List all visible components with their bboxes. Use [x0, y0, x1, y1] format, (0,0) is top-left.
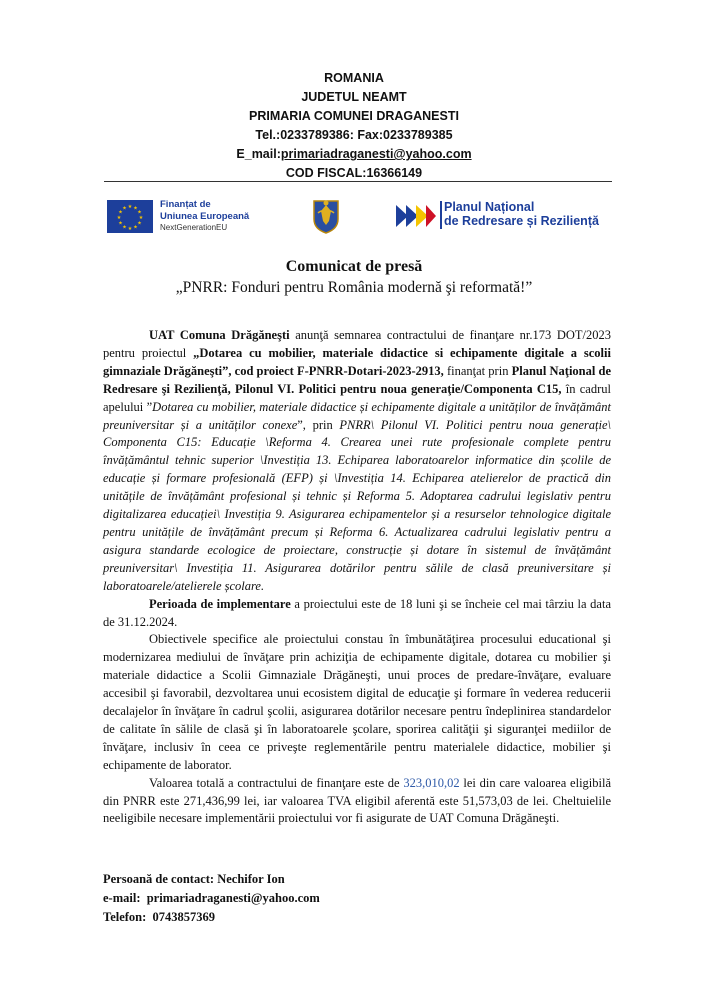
svg-text:★: ★	[118, 220, 123, 227]
header-email-line	[0, 145, 708, 164]
pnrr-line2: de Redresare și Reziliență	[444, 214, 599, 228]
header-phone-fax: Tel.:0233789386: Fax:0233789385	[255, 128, 453, 142]
p1-uat: UAT Comuna Drăgăneşti	[149, 328, 290, 342]
contact-email	[103, 889, 320, 908]
svg-text:★: ★	[137, 209, 142, 216]
svg-text:★: ★	[116, 215, 122, 221]
contact-email-label: e-mail:	[103, 891, 141, 905]
svg-text:★: ★	[122, 205, 127, 212]
svg-text:★: ★	[118, 209, 123, 216]
letterhead	[0, 69, 708, 183]
contact-block	[103, 870, 320, 927]
press-release-title: Comunicat de presă	[285, 258, 423, 275]
p2-text: a proiectului este de 18 luni şi se încheie cel mai târziu la data de 31.12.2024.	[103, 596, 612, 629]
eu-stars-icon	[107, 200, 153, 233]
p4-text2: lei din care valoarea eligibilă din PNRR este 271,436,99 lei, iar valoarea TVA eligibil aferentă este 51,573,03 de lei. Cheltuielile neeligibile necesare implementării proiectului vor fi asigurate de UAT Comuna Drăgăneşti.	[103, 775, 612, 826]
header-county: JUDETUL NEAMT	[301, 90, 407, 104]
p1-reforms: PNRR\ Pilonul VI. Politici pentru noua generație\ Componenta C15: Educație \Reforma 4. Crearea unei rute profesionale complete pentru învățământul tehnic superior \Investiția 13. Echiparea laboratoarelor informatice din școlile de educație și formare profesională (EFP) și \Investiția 14. Echiparea atelierelor de practică din unitățile de învățământ profesional și tehnic și Reforma 5. Adoptarea cadrului legislativ pentru digitalizarea educației\ Investiția 9. Asigurarea echipamentelor și a resurselor tehnologice digitale pentru unitățile de învățământ precum și Reforma 6. Actualizarea cadrului legislativ pentru a asigura standarde ecologice de proiectare, construcție și dotare în sistemul de învățământ preuniversitar\ Investiția 11. Asigurarea dotărilor pentru sălile de clasă preuniversitare și laboratoarele/atelierele școlare.	[103, 417, 611, 593]
svg-text:★: ★	[133, 224, 138, 231]
contact-phone-value: 0743857369	[152, 910, 216, 924]
svg-text:★: ★	[127, 226, 133, 232]
pnrr-arrow-logo-icon	[396, 203, 436, 229]
svg-text:★: ★	[133, 205, 138, 212]
contact-person	[103, 870, 320, 889]
pnrr-line1: Planul Național	[444, 200, 535, 214]
p2-label: Perioada de implementare	[149, 596, 291, 611]
p1-plan: Planul Naţional de Redresare şi Rezilienţă, Pilonul VI. Politici pentru noua generaţie/Componenta C15,	[103, 363, 611, 396]
contact-person-name: Nechifor Ion	[217, 872, 285, 886]
paragraph-objectives: Obiectivele specifice ale proiectului constau în îmbunătăţirea procesului educational şi modernizarea mediului de învăţare prin achiziţia de echipamente digitale, dotarea cu mobilier şi materiale didactice a Scolii Gimnaziale Drăgăneşti, unui proces de predare-învăţare, evaluare accesibil şi favorabil, dezvoltarea unui ecosistem digital de educaţie şi formare în vederea reducerii decalajelor în învăţare în cadrul şcolii, asigurarea dotărilor necesare pentru îndeplinirea standardelor de calitate în sălile de clasă şi în laboratoarele şcolare, sporirea calităţii şi siguranţei mediilor de învăţare, inclusiv în ceea ce priveşte reglementările pentru materialele didactice, mobilier şi echipamente de laborator.	[103, 632, 611, 772]
pnrr-divider	[440, 201, 442, 229]
header-office: PRIMARIA COMUNEI DRAGANESTI	[249, 109, 459, 123]
eu-funding-text	[160, 199, 249, 234]
p1-text2: finanţat prin	[443, 363, 512, 378]
svg-text:★: ★	[127, 204, 133, 210]
p1-call: Dotarea cu mobilier, materiale didactice și echipamente digitale a unităților de învățământ preuniversitar și a unităților conexe	[103, 399, 611, 432]
svg-text:★: ★	[122, 224, 127, 231]
p1-project: „Dotarea cu mobilier, materiale didactice si echipamente digitale a scolii gimnaziale Drăgăneşti”, cod proiect F-PNRR-Dotari-2023-2913,	[103, 345, 611, 378]
contact-person-label: Persoană de contact:	[103, 872, 215, 886]
press-release-subtitle: „PNRR: Fonduri pentru România modernă şi reformată!”	[175, 279, 533, 296]
contact-email-value[interactable]: primariadraganesti@yahoo.com	[146, 891, 320, 905]
header-country: ROMANIA	[324, 71, 384, 85]
p4-text: Valoarea totală a contractului de finanţare este de	[149, 775, 404, 790]
p4-amount: 323,010,02	[403, 775, 460, 790]
header-divider	[104, 181, 612, 182]
contact-phone	[103, 908, 320, 927]
paragraph-value	[103, 775, 611, 829]
svg-text:★: ★	[138, 215, 144, 221]
eu-line3: NextGenerationEU	[160, 223, 228, 232]
paragraph-contract	[103, 327, 611, 596]
p1-text4: ”, prin	[297, 417, 340, 432]
contact-phone-label: Telefon:	[103, 910, 147, 924]
p1-text3: în cadrul apelului ”	[103, 381, 611, 414]
eu-flag-icon	[107, 200, 153, 233]
pnrr-text	[444, 200, 599, 228]
eu-line1: Finanțat de	[160, 199, 211, 210]
header-email-label: E_mail:	[236, 147, 281, 161]
header-fiscal-code: COD FISCAL:16366149	[285, 166, 423, 180]
paragraph-period	[103, 596, 611, 632]
p1-text: anunţă semnarea contractului de finanţare nr.173 DOT/2023 pentru proiectul	[103, 328, 611, 360]
eu-line2: Uniunea Europeană	[160, 210, 250, 222]
press-release-body	[103, 327, 611, 828]
svg-text:★: ★	[137, 220, 142, 227]
romania-coat-of-arms-icon	[311, 197, 341, 235]
header-email-link[interactable]: primariadraganesti@yahoo.com	[280, 147, 472, 161]
